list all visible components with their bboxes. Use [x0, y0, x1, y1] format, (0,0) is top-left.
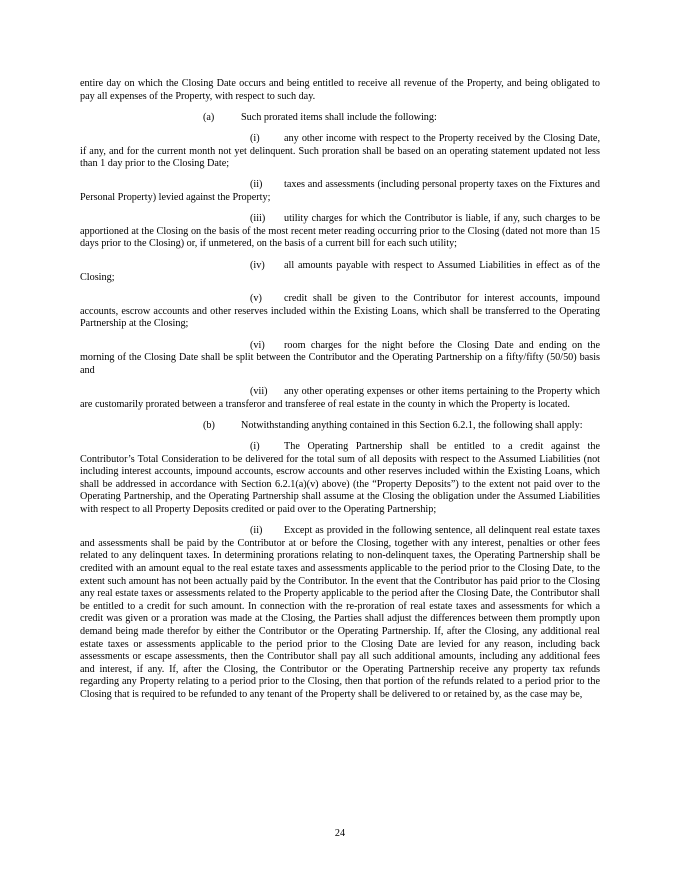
item-vi-paragraph — [80, 340, 600, 378]
item-b-ii-paragraph — [80, 525, 600, 701]
subsection-a-label: (a) — [203, 111, 215, 123]
item-i-text: any other income with respect to the Property received by the Closing Date, if any, and for the current month not yet delinquent. Such proration shall be based on an operating statement updated not less than 1 day prior to the Closing Date; — [80, 132, 600, 170]
item-i-paragraph — [80, 133, 600, 171]
item-iv-text: all amounts payable with respect to Assumed Liabilities in effect as of the Closing; — [80, 259, 600, 284]
subsection-b-text: Notwithstanding anything contained in this Section 6.2.1, the following shall apply: — [241, 419, 583, 431]
item-b-i-text: The Operating Partnership shall be entitled to a credit against the Contributor’s Total Consideration to be delivered for the total sum of all deposits with respect to the Assumed Liabilities (not including interest accounts, impound accounts, escrow accounts and other reserves included within the Existing Loans, which shall be addressed in accordance with Section 6.2.1(a)(v) above) (the “Property Deposits”) to the extent not paid over to the Operating Partnership, and the Operating Partnership shall assume at the Closing the obligation under the Assumed Liabilities with respect to all Property Deposits credited or paid over to the Operating Partnership; — [80, 441, 600, 515]
item-b-ii-label: (ii) — [250, 525, 263, 537]
item-ii-text: taxes and assessments (including personal property taxes on the Fixtures and Personal Property) levied against the Property; — [80, 179, 600, 203]
item-b-ii-text: Except as provided in the following sentence, all delinquent real estate taxes and assessments shall be paid by the Contributor at or before the Closing, together with any interest, penalties or other fees related to any delinquent taxes. In determining prorations relating to non-delinquent taxes, the Operating Partnership shall be credited with an amount equal to the real estate taxes and assessments applicable to the period prior to the Closing Date, to the extent such amount has not been actually paid by the Contributor. In the event that the Contributor has paid prior to the Closing any real estate taxes or assessments related to the Property applicable to the period after the Closing Date, the Contributor shall be entitled to a credit for such amount. In connection with the re-proration of real estate taxes and assessments for which a credit was given or a proration was made at the Closing, the Parties shall adjust the differences between them promptly upon demand being made therefor by either the Contributor or the Operating Partnership. If, after the Closing, any additional real estate taxes or assessments applicable to the period prior to the Closing Date are levied for any reason, including back assessments or escape assessments, then the Contributor shall pay all such additional amounts, including any additional fees and interest, if any. If, after the Closing, the Contributor or the Operating Partnership receive any property tax refunds regarding any Property relating to a period prior to the Closing, then that portion of the refunds related to a period prior to the Closing that is required to be refunded to any tenant of the Property shall be delivered to or retained by, as the case may be, — [80, 525, 600, 700]
item-v-label: (v) — [250, 293, 262, 305]
item-iii-text: utility charges for which the Contributor is liable, if any, such charges to be apportioned at the Closing on the basis of the most recent meter reading occurring prior to the Closing (dated not more than 15 days prior to the Closing) or, if unmetered, on the basis of a current bill for each such utility; — [80, 213, 600, 250]
intro-paragraph: entire day on which the Closing Date occurs and being entitled to receive all revenue of the Property, and being obligated to pay all expenses of the Property, with respect to such day. — [80, 78, 600, 102]
item-b-i-paragraph — [80, 441, 600, 517]
subsection-a-text: Such prorated items shall include the following: — [241, 111, 437, 123]
item-v-text: credit shall be given to the Contributor for interest accounts, impound accounts, escrow accounts and other reserves included within the Existing Loans, which shall be transferred to the Operating Partnership at the Closing; — [80, 293, 600, 330]
item-iv-label: (iv) — [250, 259, 265, 271]
item-vii-text: any other operating expenses or other items pertaining to the Property which are customarily prorated between a transferor and transferee of real estate in the county in which the Property is located. — [80, 386, 600, 410]
item-b-i-label: (i) — [250, 441, 260, 452]
item-ii-paragraph — [80, 179, 600, 204]
item-vi-label: (vi) — [250, 339, 265, 351]
item-i-label: (i) — [250, 132, 260, 144]
subsection-b-label: (b) — [203, 419, 215, 431]
item-vii-paragraph — [80, 386, 600, 411]
subsection-b-paragraph — [80, 420, 600, 433]
item-iv-paragraph — [80, 260, 600, 285]
document-body — [80, 78, 600, 710]
item-ii-label: (ii) — [250, 179, 263, 191]
item-vi-text: room charges for the night before the Closing Date and ending on the morning of the Closing Date shall be split between the Contributor and the Operating Partnership on a fifty/fifty (50/50) basis and — [80, 339, 600, 376]
item-iii-label: (iii) — [250, 213, 266, 225]
subsection-a-heading — [80, 112, 600, 125]
item-vii-label: (vii) — [250, 386, 268, 398]
page-number: 24 — [334, 828, 346, 839]
item-iii-paragraph — [80, 213, 600, 251]
item-v-paragraph — [80, 293, 600, 331]
